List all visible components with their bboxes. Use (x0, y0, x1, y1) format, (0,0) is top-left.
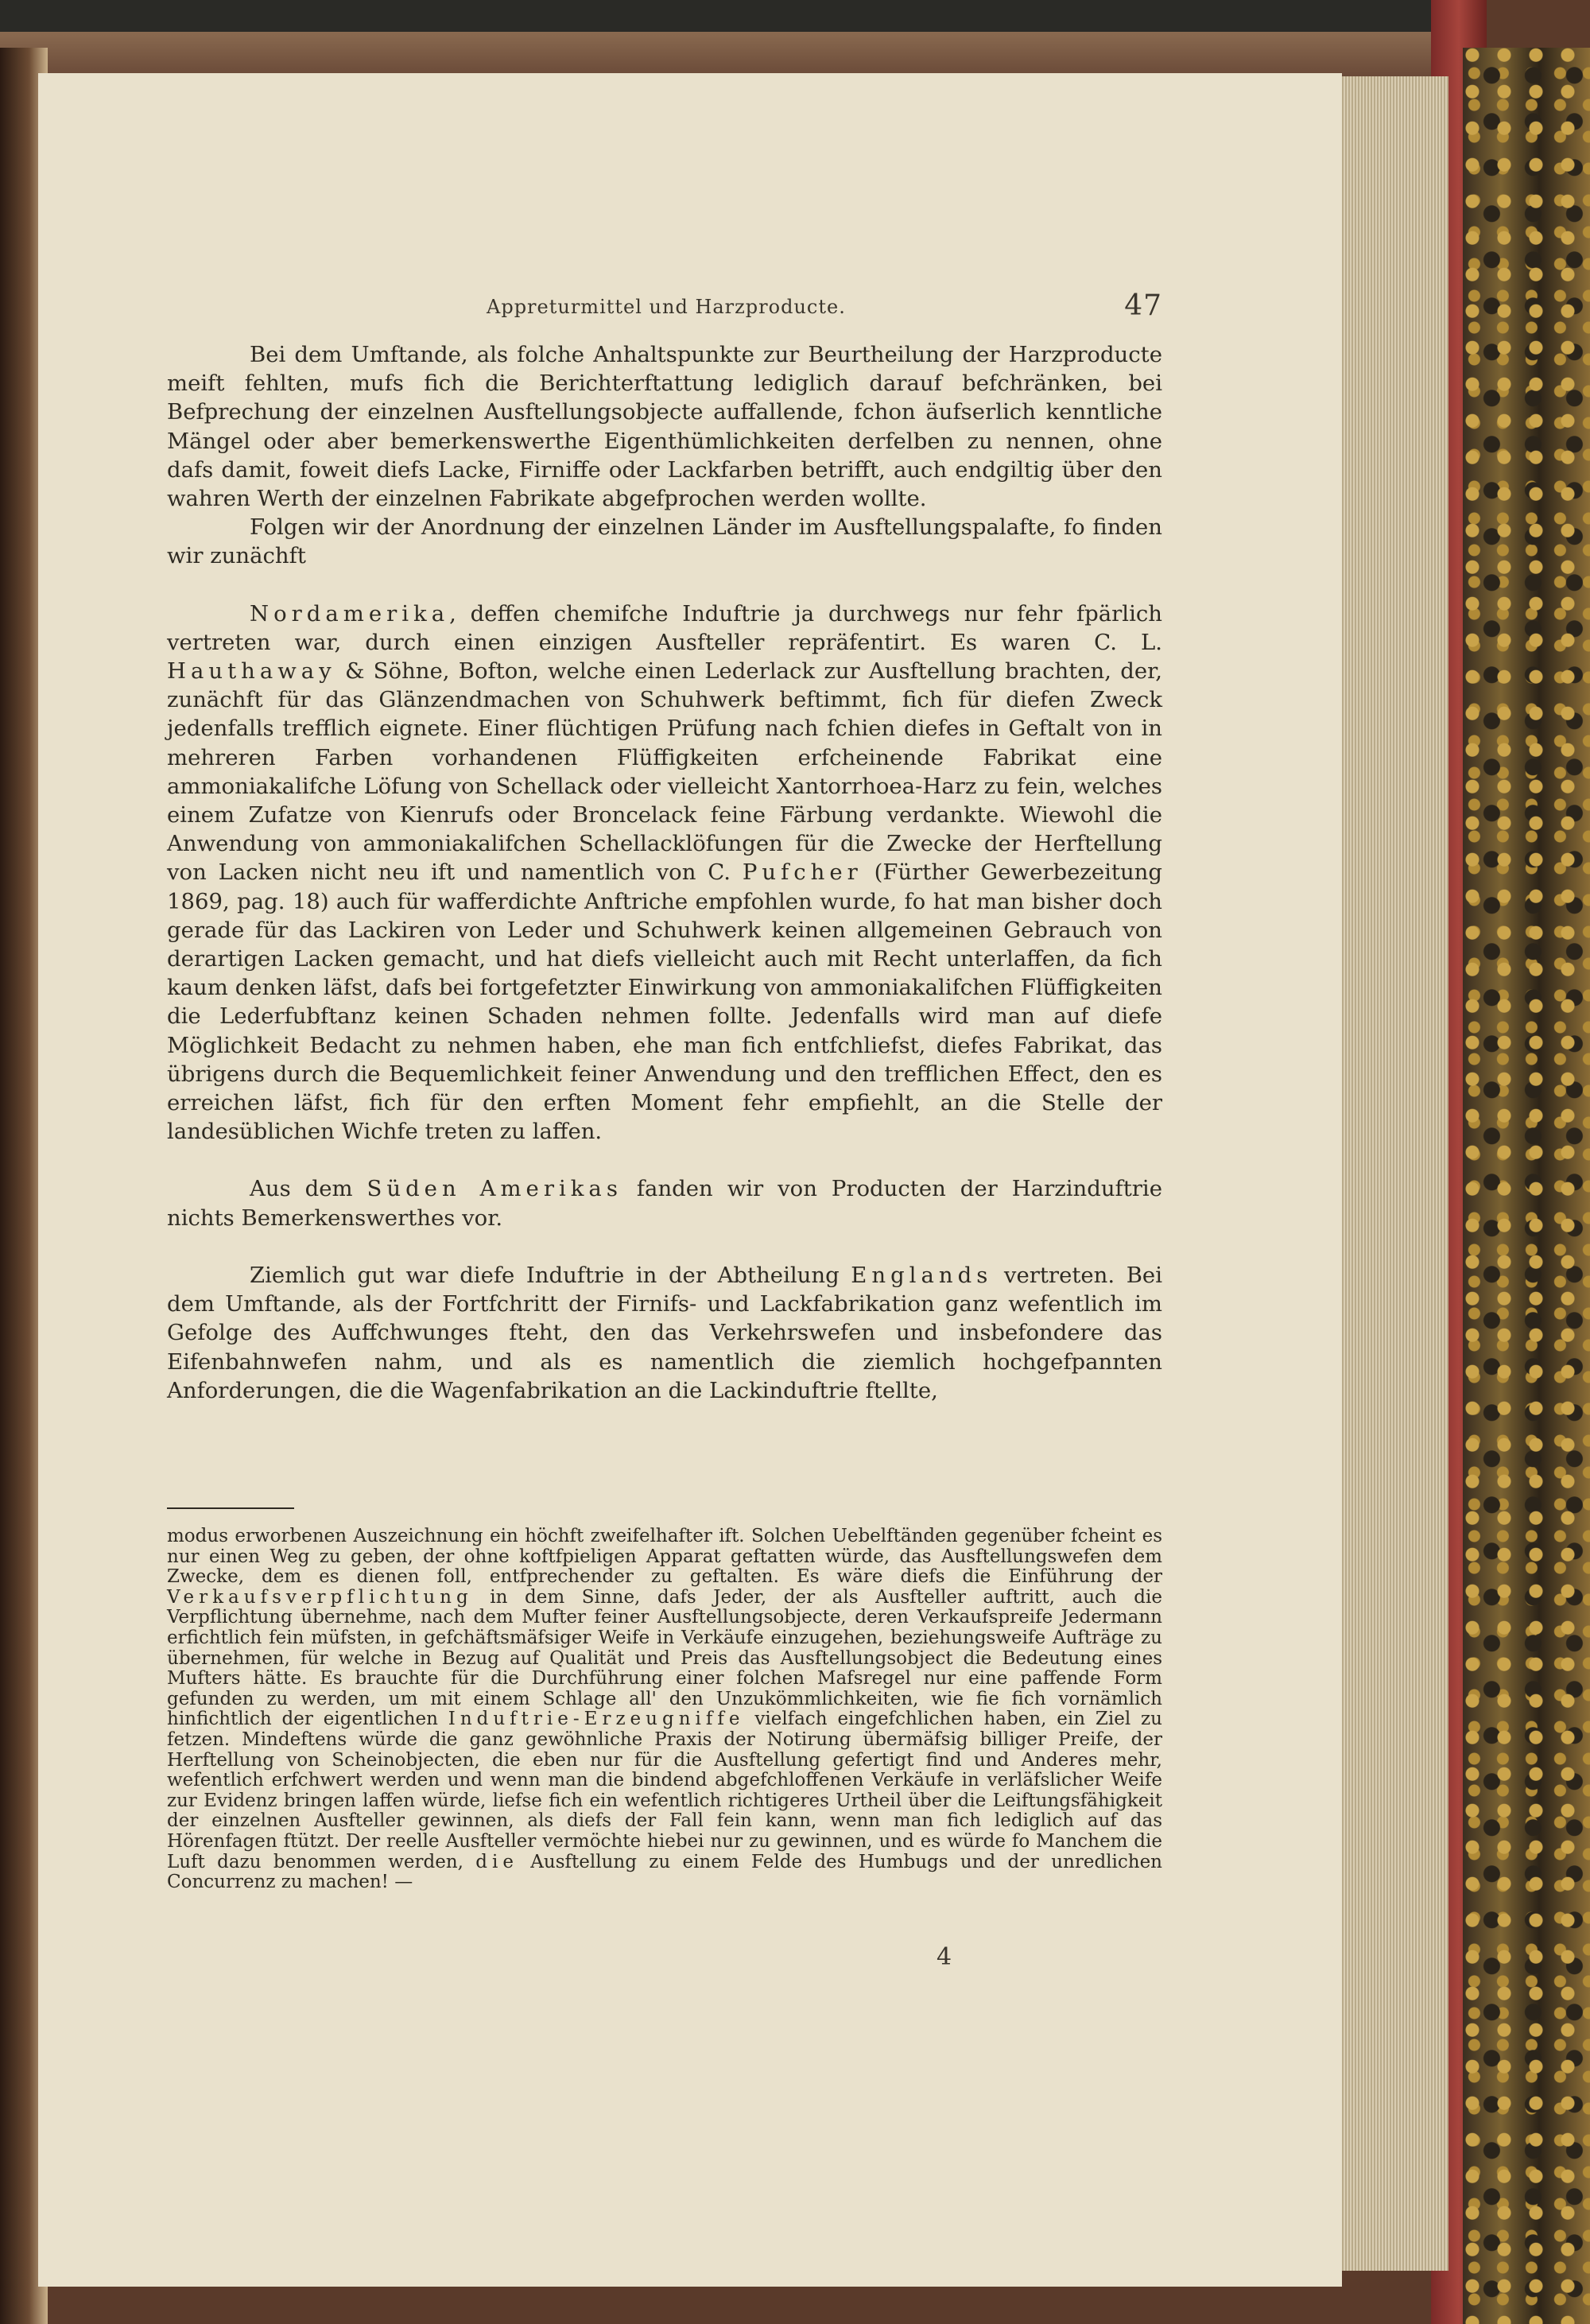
text-run: Bei dem Umftande, als folche Anhaltspunkte zur Beurtheilung der Harzproducte meift fehlten, mufs fich die Berichterftattung lediglich darauf befchränken, bei Befprechung der einzelnen Ausftellungsobjecte auffallende, fchon äufserlich kenntliche Mängel oder aber bemerkenswerthe Eigenthümlichkeiten derfelben zu nennen, ohne dafs damit, foweit diefs Lacke, Firniffe oder Lackfarben betrifft, auch endgiltig über den wahren Werth der einzelnen Fabrikate abgefprochen werden wollte. (167, 342, 1162, 512)
text-run: modus erworbenen Auszeichnung ein höchft zweifelhafter ift. Solchen Uebelftänden gegenüber fcheint es nur einen Weg zu geben, der ohne koftfpieligen Apparat geftatten würde, das Ausftellungswefen dem Zwecke, dem es dienen foll, entfprechender zu geftalten. Es wäre diefs die Einführung der (167, 1526, 1162, 1588)
text-run: & Söhne, Bofton, welche einen Lederlack zur Ausftellung brachten, der, zunächft für das Glänzendmachen von Schuhwerk beftimmt, fich für diefen Zweck jedenfalls trefflich eignete. Einer flüchtigen Prüfung nach fchien diefes in Geftalt von in mehreren Farben vorhandenen Flüffigkeiten erfcheinende Fabrikat eine ammoniakalifche Löfung von Schellack oder vielleicht Xantorrhoea-Harz zu fein, welches einem Zufatze von Kienrufs oder Broncelack feine Färbung verdankte. Wiewohl die Anwendung von ammoniakalifchen Schellacklöfungen für die Zwecke der Herftellung von Lacken nicht neu ift und namentlich von C. (167, 658, 1162, 886)
spaced-emphasis: die (475, 1851, 518, 1872)
footnote (167, 1527, 1162, 1893)
spaced-emphasis: Süden Amerikas (366, 1176, 622, 1202)
marbled-endpaper (1463, 48, 1590, 2324)
spaced-emphasis: Hauthaway (167, 658, 336, 685)
paragraph-p3 (167, 599, 1162, 1146)
book-page (38, 73, 1342, 2287)
spaced-emphasis: Pufcher (742, 859, 863, 886)
paragraph-p5 (167, 1261, 1162, 1405)
paragraph-gap (167, 1146, 1162, 1174)
text-run: Folgen wir der Anordnung der einzelnen Länder im Ausftellungspalafte, fo finden wir zunächft (167, 514, 1162, 569)
text-run: Ziemlich gut war diefe Induftrie in der Abtheilung (250, 1262, 851, 1288)
text-run: (Fürther Gewerbezeitung 1869, pag. 18) auch für wafferdichte Anftriche empfohlen wurde, fo hat man bisher doch gerade für das Lackiren von Leder und Schuhwerk keinen allgemeinen Gebrauch von derartigen Lacken gemacht, und hat diefs vielleicht auch mit Recht unterlaffen, da fich kaum denken läfst, dafs bei fortgefetzter Einwirkung von ammoniakalifchen Flüffigkeiten die Lederfubftanz keinen Schaden nehmen follte. Jedenfalls wird man auf diefe Möglichkeit Bedacht zu nehmen haben, ehe man fich entfchliefst, diefes Fabrikat, das übrigens durch die Bequemlichkeit feiner Anwendung und den trefflichen Effect, den es erreichen läfst, fich für den erften Moment fehr empfiehlt, an die Stelle der landesüblichen Wichfe treten zu laffen. (167, 859, 1163, 1145)
text-run: Aus dem (250, 1176, 367, 1202)
paragraph-gap (167, 571, 1162, 599)
footnote-rule (167, 1507, 294, 1509)
page-number: 47 (1124, 289, 1162, 322)
running-title: Appreturmittel und Harzproducte. (487, 296, 846, 318)
paragraph-p4 (167, 1174, 1162, 1232)
text-run: Ausftellung zu einem Felde des Humbugs und der unredlichen Concurrenz zu machen! — (167, 1851, 1162, 1893)
text-run: fanden wir von Producten der Harzinduftrie nichts Bemerkenswerthes vor. (167, 1176, 1162, 1231)
paragraph-p2 (167, 513, 1162, 570)
book-top-edge (0, 0, 1487, 76)
paragraph-gap (167, 1232, 1162, 1261)
text-run: in dem Sinne, dafs Jeder, der als Ausfteller auftritt, auch die Verpflichtung übernehme, nach dem Mufter feiner Ausftellungsobjecte, deren Verkaufspreife Jedermann erfichtlich fein müfsten, in gefchäftsmäfsiger Weife in Verkäufe einzugehen, beziehungsweife Aufträge zu übernehmen, für welche in Bezug auf Qualität und Preis das Ausftellungsobject die Bedeutung eines Mufters hätte. Es brauchte für die Durchführung einer folchen Mafsregel nur eine paffende Form gefunden zu werden, um mit einem Schlage all' den Unzukömmlichkeiten, wie fie fich vornämlich hinfichtlich der eigentlichen (167, 1586, 1162, 1730)
text-run: vertreten. Bei dem Umftande, als der Fortfchritt der Firnifs- und Lackfabrikation ganz wefentlich im Gefolge des Auffchwunges fteht, den das Verkehrswefen und insbefondere das Eifenbahnwefen nahm, und als es namentlich die ziemlich hochgefpannten Anforderungen, die die Wagenfabrikation an die Lackinduftrie ftellte, (167, 1262, 1162, 1403)
signature-mark: 4 (937, 1943, 952, 1971)
spaced-emphasis: Induftrie-Erzeugniffe (448, 1709, 745, 1730)
text-run: , deffen chemifche Induftrie ja durchwegs nur fehr fpärlich vertreten war, durch einen einzigen Ausfteller repräfentirt. Es waren C. L. (167, 600, 1162, 655)
paragraph-p1 (167, 340, 1162, 513)
spaced-emphasis: Englands (851, 1262, 993, 1288)
text-run: vielfach eingefchlichen haben, ein Ziel zu fetzen. Mindeftens würde die ganz gewöhnliche Praxis der Notirung übermäfsig billiger Preife, der Herftellung von Scheinobjecten, die eben nur für die Ausftellung gefertigt find und Anderes mehr, wefentlich erfchwert werden und wenn man die bindend abgefchloffenen Verkäufe in verläfslicher Weife zur Evidenz bringen laffen würde, liefse fich ein wefentlich richtigeres Urtheil über die Leiftungsfähigkeit der einzelnen Ausfteller gewinnen, als diefs der Fall fein kann, wenn man fich lediglich auf das Hörenfagen ftützt. Der reelle Ausfteller vermöchte hiebei nur zu gewinnen, und es würde fo Manchem die Luft dazu benommen werden, (167, 1709, 1162, 1872)
page-header (487, 289, 1162, 337)
main-text (167, 340, 1162, 1405)
page-block-edge (1337, 76, 1448, 2271)
spaced-emphasis: Nordamerika (250, 600, 450, 627)
spaced-emphasis: Verkaufsverpflichtung (167, 1586, 473, 1608)
footnote-text (167, 1527, 1162, 1893)
